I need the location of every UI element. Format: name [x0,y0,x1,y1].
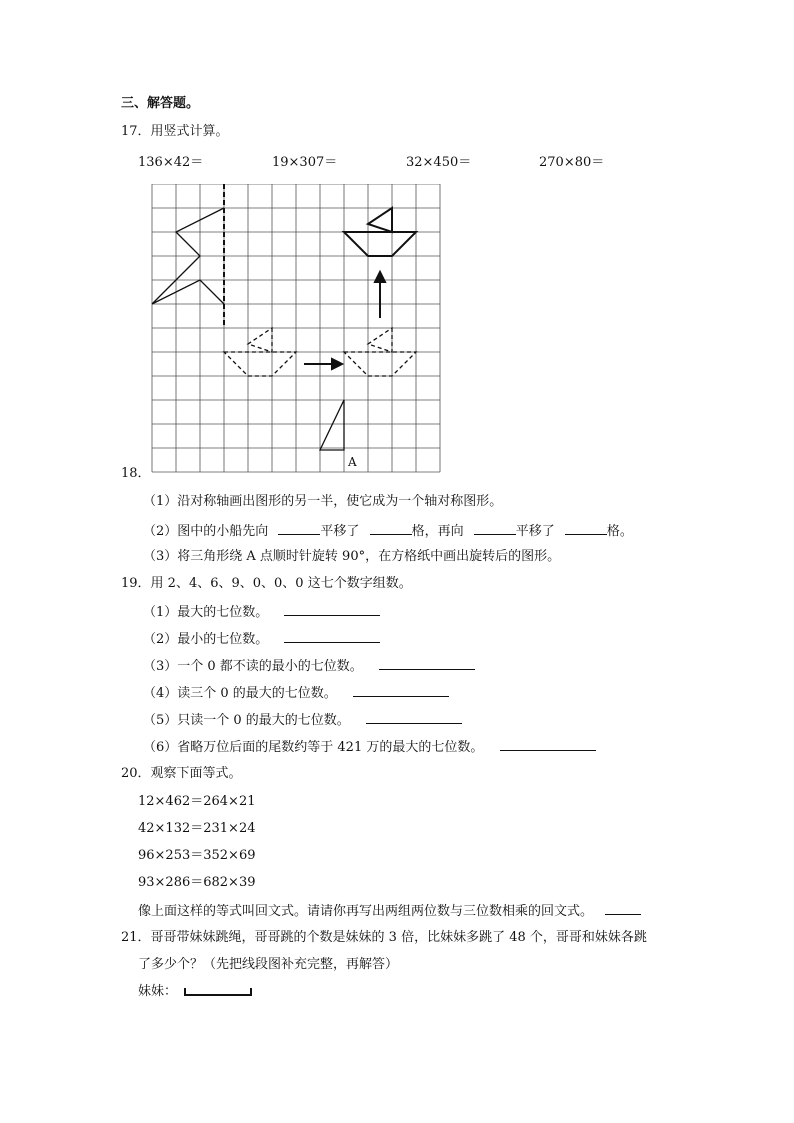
q19-item-5-text: （5）只读一个 0 的最大的七位数。 [143,713,350,728]
q17-item-3: 32×450＝ [406,155,472,170]
q18-number: 18． [121,466,151,481]
q18-p2-d: 平移了 [515,524,555,539]
q18-blank-steps-2[interactable] [565,522,607,535]
q20-equation-2: 42×132＝231×24 [138,821,256,836]
q18-blank-direction-1[interactable] [278,522,320,535]
q19-blank-1[interactable] [284,603,380,616]
q19-item-1 [143,603,380,621]
q18-part-2 [143,522,633,540]
q20-prompt [138,902,641,920]
q18-p2-c: 格，再向 [411,524,464,539]
q19-blank-6[interactable] [500,738,596,751]
q19-item-3 [143,657,475,675]
arrow-right-icon [304,359,342,369]
q20-equation-4: 93×286＝682×39 [138,875,256,890]
q19-item-2 [143,630,380,648]
q19-blank-4[interactable] [353,684,449,697]
q19-item-5 [143,711,462,729]
q20-prompt-text: 像上面这样的等式叫回文式。请请你再写出两组两位数与三位数相乘的回文式。 [138,904,594,919]
q21-line-2: 了多少个？（先把线段图补充完整，再解答） [138,957,399,972]
q19-item-4-text: （4）读三个 0 的最大的七位数。 [143,686,337,701]
q20-equation-1: 12×462＝264×21 [138,794,256,809]
triangle [320,400,344,450]
q19-item-1-text: （1）最大的七位数。 [143,605,269,620]
q19-title: 19．用 2、4、6、9、0、0、0 这七个数字组数。 [121,576,412,591]
q18-blank-steps-1[interactable] [370,522,412,535]
sister-segment-bar [184,988,252,996]
boat-final [344,208,416,256]
q18-p2-a: （2）图中的小船先向 [143,524,269,539]
q19-blank-2[interactable] [284,630,380,643]
q18-p2-b: 平移了 [320,524,360,539]
q19-blank-3[interactable] [379,657,475,670]
q21-sister-label: 妹妹： [138,984,178,999]
q20-blank[interactable] [605,902,641,915]
q18-p2-e: 格。 [606,524,633,539]
q18-blank-direction-2[interactable] [474,522,516,535]
q19-item-4 [143,684,449,702]
section-title: 三、解答题。 [121,96,200,111]
q19-item-3-text: （3）一个 0 都不读的最小的七位数。 [143,659,363,674]
q17-title: 17．用竖式计算。 [121,124,229,139]
q18-grid-figure [150,184,446,476]
arrow-up-icon [375,272,385,318]
q21-line-1: 21．哥哥带妹妹跳绳，哥哥跳的个数是妹妹的 3 倍，比妹妹多跳了 48 个，哥哥和妹妹各跳 [121,930,647,945]
q20-title: 20．观察下面等式。 [121,766,242,781]
q19-blank-5[interactable] [366,711,462,724]
q17-item-4: 270×80＝ [539,155,605,170]
q20-equation-3: 96×253＝352×69 [138,848,256,863]
q17-item-2: 19×307＝ [272,155,338,170]
q19-item-2-text: （2）最小的七位数。 [143,632,269,647]
q18-part-1: （1）沿对称轴画出图形的另一半，使它成为一个轴对称图形。 [143,494,503,509]
q19-item-6-text: （6）省略万位后面的尾数约等于 421 万的最大的七位数。 [143,740,484,755]
grid-lines [152,184,440,472]
q17-item-1: 136×42＝ [138,155,204,170]
q18-part-3: （3）将三角形绕 A 点顺时针旋转 90°，在方格纸中画出旋转后的图形。 [143,549,561,564]
q19-item-6 [143,738,596,756]
point-a-label: A [348,455,357,469]
